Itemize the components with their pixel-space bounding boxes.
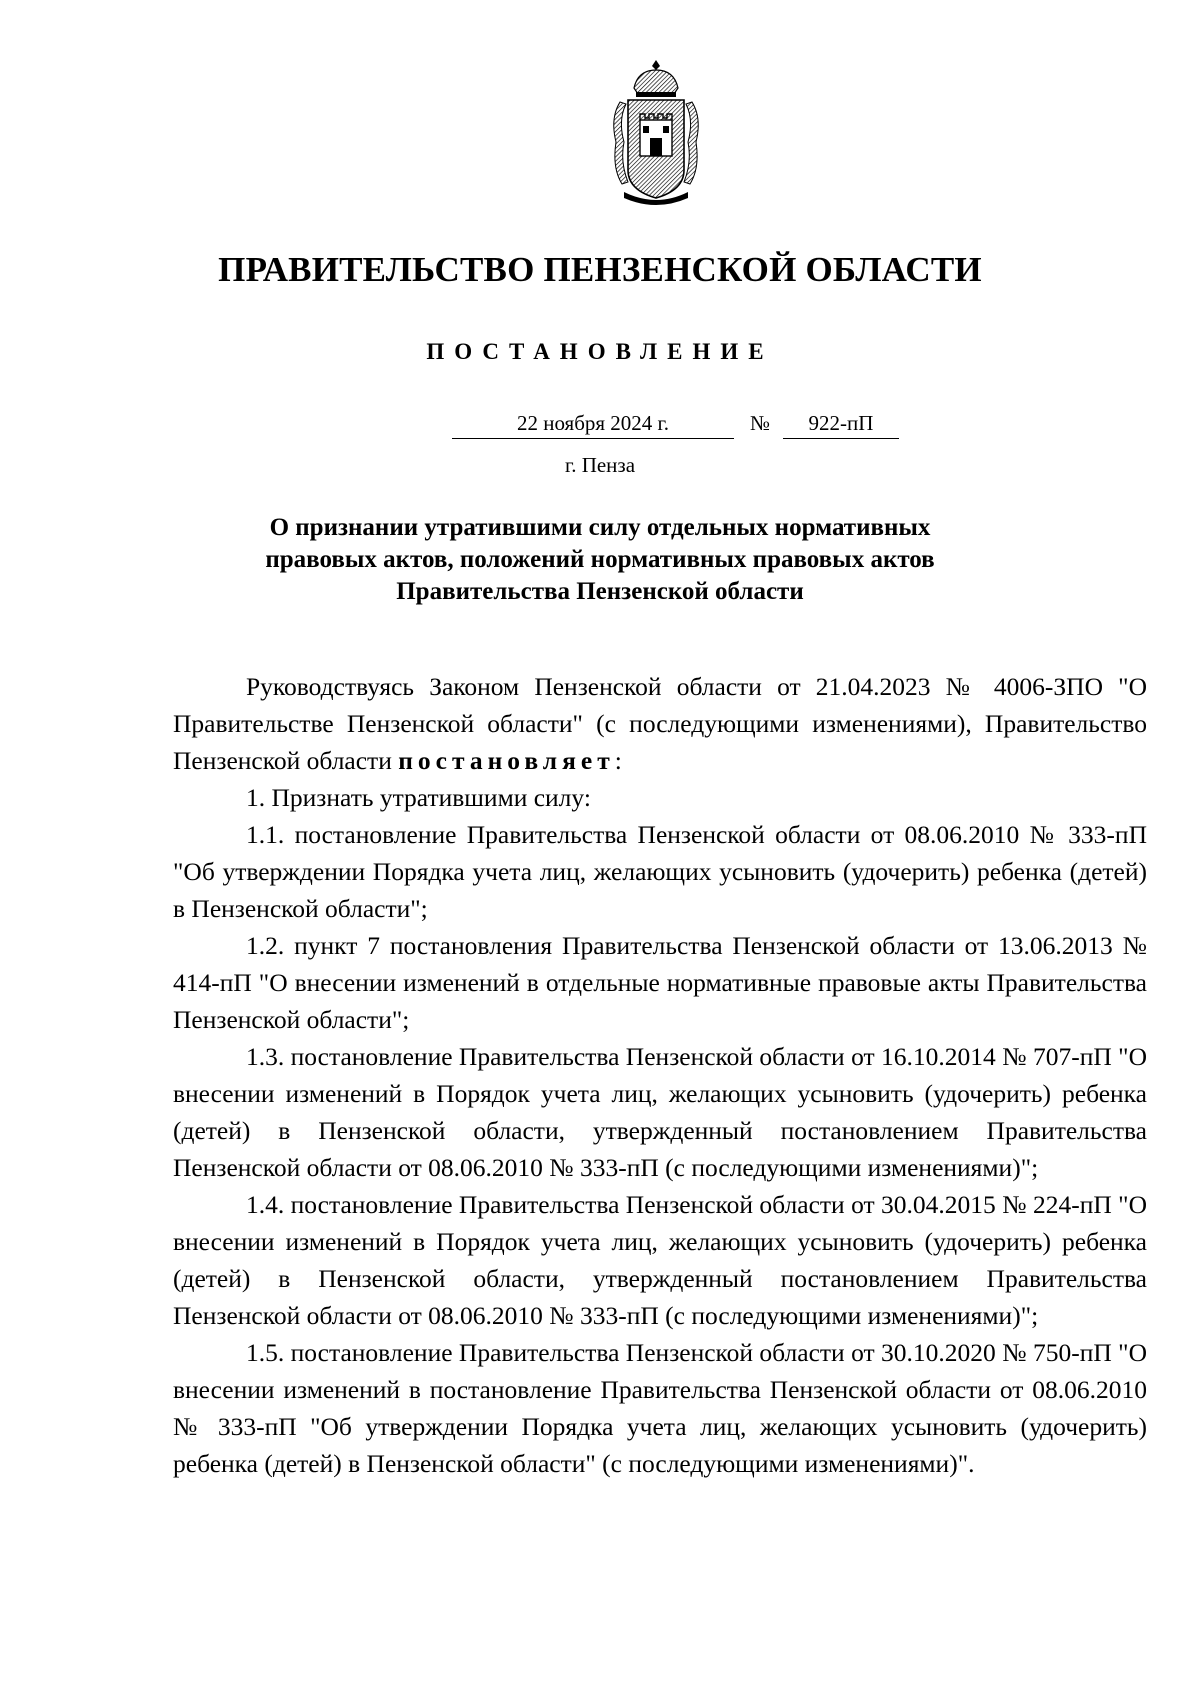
document-date: 22 ноября 2024 г.: [452, 408, 734, 439]
preamble-paragraph: [173, 668, 1147, 779]
clause-1: 1. Признать утратившими силу:: [246, 783, 591, 812]
clause-1-5: 1.5. постановление Правительства Пензенской области от 30.10.2020 № 750-пП "О внесении изменений в постановление Правительства Пензенской области от 08.06.2010 № 333-пП "Об утверждении Порядка учета лиц, желающих усыновить (удочерить) ребенка (детей) в Пензенской области" (с последующими изменениями)".: [173, 1338, 1147, 1478]
number-sign: №: [750, 411, 771, 435]
organization-name: ПРАВИТЕЛЬСТВО ПЕНЗЕНСКОЙ ОБЛАСТИ: [218, 250, 982, 289]
title-line: Правительства Пензенской области: [396, 578, 804, 605]
title-line: О признании утратившими силу отдельных нормативных: [269, 514, 931, 541]
document-body: [173, 668, 1147, 1482]
clause-1-2: 1.2. пункт 7 постановления Правительства Пензенской области от 13.06.2013 № 414-пП "О внесении изменений в отдельные нормативные правовые акты Правительства Пензенской области";: [173, 931, 1147, 1034]
document-title: [200, 512, 1000, 608]
preamble-text: Руководствуясь Законом Пензенской области от 21.04.2023 № 4006-ЗПО "О Правительстве Пензенской области" (с последующими изменениями), Правительство Пензенской области: [173, 672, 1147, 775]
clause-1-4: 1.4. постановление Правительства Пензенской области от 30.04.2015 № 224-пП "О внесении изменений в Порядок учета лиц, желающих усыновить (удочерить) ребенка (детей) в Пензенской области, утвержденный постановлением Правительства Пензенской области от 08.06.2010 № 333-пП (с последующими изменениями)";: [173, 1190, 1147, 1330]
preamble-colon: :: [614, 746, 622, 775]
resolves-word: постановляет: [398, 746, 615, 775]
city: г. Пенза: [564, 453, 636, 477]
document-number: 922-пП: [783, 408, 899, 439]
document-type: ПОСТАНОВЛЕНИЕ: [426, 339, 774, 364]
date-number-line: [0, 408, 1200, 444]
coat-of-arms-icon: [608, 58, 704, 206]
clause-1-3: 1.3. постановление Правительства Пензенской области от 16.10.2014 № 707-пП "О внесении изменений в Порядок учета лиц, желающих усыновить (удочерить) ребенка (детей) в Пензенской области, утвержденный постановлением Правительства Пензенской области от 08.06.2010 № 333-пП (с последующими изменениями)";: [173, 1042, 1147, 1182]
clause-1-1: 1.1. постановление Правительства Пензенской области от 08.06.2010 № 333-пП "Об утверждении Порядка учета лиц, желающих усыновить (удочерить) ребенка (детей) в Пензенской области";: [173, 820, 1147, 923]
title-line: правовых актов, положений нормативных правовых актов: [265, 546, 935, 573]
